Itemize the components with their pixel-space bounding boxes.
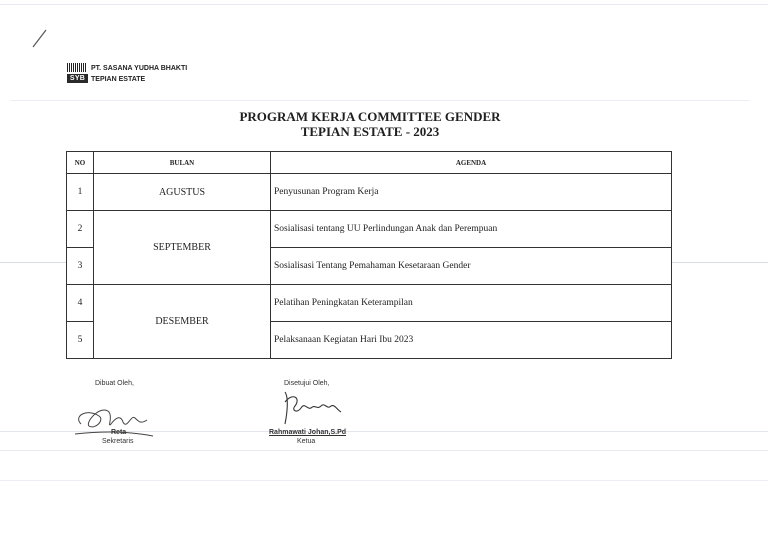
- approved-by-name: Rahmawati Johan,S.Pd: [269, 429, 347, 436]
- prepared-by-label: Dibuat Oleh,: [95, 380, 134, 387]
- document-subtitle: TEPIAN ESTATE - 2023: [300, 124, 440, 139]
- agenda-cell: Pelaksanaan Kegiatan Hari Ibu 2023: [271, 322, 672, 359]
- document-title: PROGRAM KERJA COMMITTEE GENDER: [239, 109, 501, 124]
- table-row: [67, 174, 672, 211]
- agenda-cell: Sosialisasi Tentang Pemahaman Kesetaraan Gender: [271, 248, 672, 285]
- pen-mark: [30, 28, 50, 50]
- agenda-table: [66, 151, 672, 359]
- signature-image: [271, 384, 351, 428]
- month-cell: AGUSTUS: [94, 174, 271, 211]
- row-number: 1: [67, 174, 94, 211]
- month-cell: DESEMBER: [94, 285, 271, 359]
- header-agenda: AGENDA: [271, 152, 672, 174]
- approved-by-label: Disetujui Oleh,: [284, 380, 330, 387]
- row-number: 2: [67, 211, 94, 248]
- table-row: [67, 285, 672, 322]
- company-name: PT. SASANA YUDHA BHAKTI: [91, 65, 188, 72]
- agenda-cell: Penyusunan Program Kerja: [271, 174, 672, 211]
- company-unit: TEPIAN ESTATE: [91, 76, 146, 83]
- scan-line: [0, 4, 768, 5]
- prepared-by-name: Reta: [111, 429, 127, 436]
- row-number: 4: [67, 285, 94, 322]
- scan-line: [0, 450, 768, 451]
- agenda-cell: Pelatihan Peningkatan Keterampilan: [271, 285, 672, 322]
- row-number: 5: [67, 322, 94, 359]
- header-bulan: BULAN: [94, 152, 271, 174]
- scan-line: [0, 480, 768, 481]
- logo-abbr: SYB: [67, 74, 88, 83]
- header-no: NO: [67, 152, 94, 174]
- scan-line: [0, 262, 66, 263]
- prepared-by-role: Sekretaris: [102, 438, 134, 445]
- month-cell: SEPTEMBER: [94, 211, 271, 285]
- agenda-cell: Sosialisasi tentang UU Perlindungan Anak dan Perempuan: [271, 211, 672, 248]
- scan-line: [10, 100, 750, 101]
- scan-line: [672, 262, 768, 263]
- table-row: [67, 211, 672, 248]
- company-logo: [67, 63, 187, 85]
- logo-mark: [67, 63, 88, 83]
- approved-by-role: Ketua: [297, 438, 316, 445]
- table-header-row: [67, 152, 672, 174]
- row-number: 3: [67, 248, 94, 285]
